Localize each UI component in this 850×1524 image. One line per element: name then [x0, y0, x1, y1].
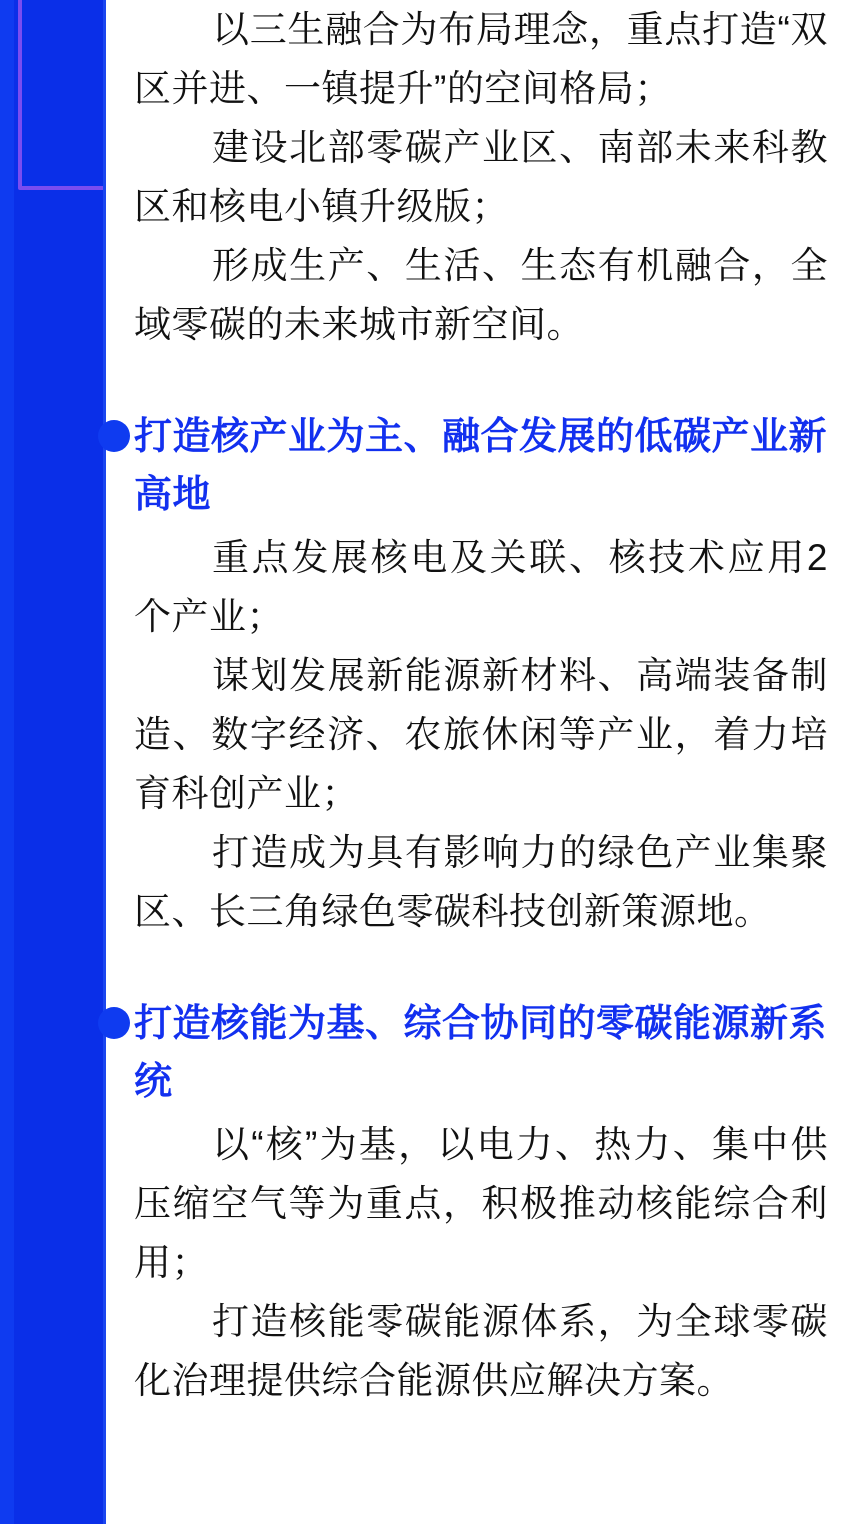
section-02-body — [134, 528, 828, 941]
section-02-title: 打造核产业为主、融合发展的低碳产业新高地 — [134, 416, 828, 516]
section-02-paragraph-3: 打造成为具有影响力的绿色产业集聚区、长三角绿色零碳科技创新策源地。 — [134, 832, 828, 932]
section-03-body — [134, 1115, 828, 1410]
document-content — [106, 0, 850, 1524]
section-03-paragraph-2: 打造核能零碳能源体系，为全球零碳化治理提供综合能源供应解决方案。 — [134, 1301, 828, 1401]
section-02-paragraph-1: 重点发展核电及关联、核技术应用2个产业； — [134, 537, 828, 637]
section-02-paragraph-2: 谋划发展新能源新材料、高端装备制造、数字经济、农旅休闲等产业，着力培育科创产业； — [134, 655, 828, 814]
intro-paragraph-3: 形成生产、生活、生态有机融合，全域零碳的未来城市新空间。 — [134, 245, 828, 345]
bullet-dot-icon-02 — [98, 420, 130, 452]
intro-paragraph-1: 以三生融合为布局理念，重点打造“双区并进、一镇提升”的空间格局； — [134, 9, 828, 109]
bullet-dot-icon-03 — [98, 1007, 130, 1039]
intro-paragraph-2: 建设北部零碳产业区、南部未来科教区和核电小镇升级版； — [134, 127, 828, 227]
section-03-paragraph-1: 以“核”为基，以电力、热力、集中供压缩空气等为重点，积极推动核能综合利用； — [134, 1124, 828, 1283]
section-03 — [134, 995, 828, 1410]
section-02 — [134, 408, 828, 941]
section-03-title: 打造核能为基、综合协同的零碳能源新系统 — [134, 1003, 828, 1103]
